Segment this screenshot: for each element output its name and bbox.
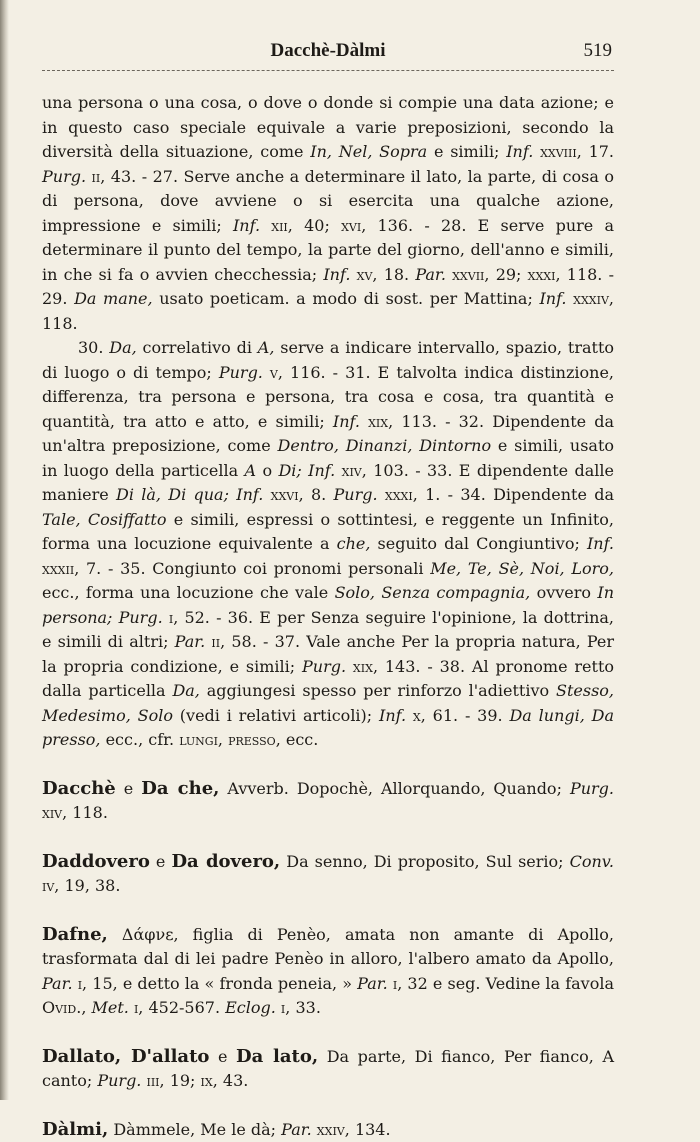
page-header bbox=[42, 40, 614, 66]
entry-dafne: Dafne, Δάφνε, figlia di Penèo, amata non amante di Apollo, trasformata dal di lei padre Penèo in alloro, l'albero amato da Apollo, Par. i, 15, e detto la « fronda peneia, » Par. i, 32 e seg. Vedine la favola Ovid., Met. i, 452-567. Eclog. i, 33. bbox=[42, 923, 614, 1021]
entry-daddovero: Daddovero e Da dovero, Da senno, Di proposito, Sul serio; Conv. iv, 19, 38. bbox=[42, 850, 614, 899]
paragraph-30: 30. Da, correlativo di A, serve a indicare intervallo, spazio, tratto di luogo o di tempo; Purg. v, 116. - 31. E talvolta indica distinzione, differenza, tra persona e persona, tra cosa e cosa, tra quantità e quantità, tra atto e atto, e simili; Inf. xix, 113. - 32. Dipendente da un'altra preposizione, come Dentro, Dinanzi, Dintorno e simili, usato in luogo della particella A o Di; Inf. xiv, 103. - 33. E dipendente dalle maniere Di là, Di qua; Inf. xxvi, 8. Purg. xxxi, 1. - 34. Dipendente da Tale, Cosiffatto e simili, espressi o sottintesi, e reggente un Infinito, forma una locuzione equivalente a che, seguito dal Congiuntivo; Inf. xxxii, 7. - 35. Congiunto coi pronomi personali Me, Te, Sè, Noi, Loro, ecc., forma una locuzione che vale Solo, Senza compagnia, ovvero In persona; Purg. i, 52. - 36. E per Senza seguire l'opinione, la dottrina, e simili di altri; Par. ii, 58. - 37. Vale anche Per la propria natura, Per la propria condizione, e simili; Purg. xix, 143. - 38. Al pronome retto dalla particella Da, aggiungesi spesso per rinforzo l'adiettivo Stesso, Medesimo, Solo (vedi i relativi articoli); Inf. x, 61. - 39. Da lungi, Da presso, ecc., cfr. lungi, presso, ecc. bbox=[42, 336, 614, 753]
entry-dacche: Dacchè e Da che, Avverb. Dopochè, Allorquando, Quando; Purg. xiv, 118. bbox=[42, 777, 614, 826]
running-title: Dacchè-Dàlmi bbox=[42, 40, 614, 62]
header-rule bbox=[42, 70, 614, 71]
entry-dalmi: Dàlmi, Dàmmele, Me le dà; Par. xxiv, 134. bbox=[42, 1118, 614, 1142]
page-body bbox=[42, 91, 614, 1142]
entry-dallato: Dallato, D'allato e Da lato, Da parte, Di fianco, Per fianco, A canto; Purg. iii, 19; ix, 43. bbox=[42, 1045, 614, 1094]
paragraph-continued: una persona o una cosa, o dove o donde si compie una data azione; e in questo caso speciale equivale a varie preposizioni, secondo la diversità della situazione, come In, Nel, Sopra e simili; Inf. xxviii, 17. Purg. ii, 43. - 27. Serve anche a determinare il lato, la parte, di cosa o di persona, dove avviene o si esercita una qualche azione, impressione e simili; Inf. xii, 40; xvi, 136. - 28. E serve pure a determinare il punto del tempo, la parte del giorno, dell'anno e simili, in che si fa o avvien checchessia; Inf. xv, 18. Par. xxvii, 29; xxxi, 118. - 29. Da mane, usato poeticam. a modo di sost. per Mattina; Inf. xxxiv, 118. bbox=[42, 91, 614, 336]
page-number: 519 bbox=[584, 40, 613, 62]
page-edge-shadow bbox=[0, 0, 9, 1100]
